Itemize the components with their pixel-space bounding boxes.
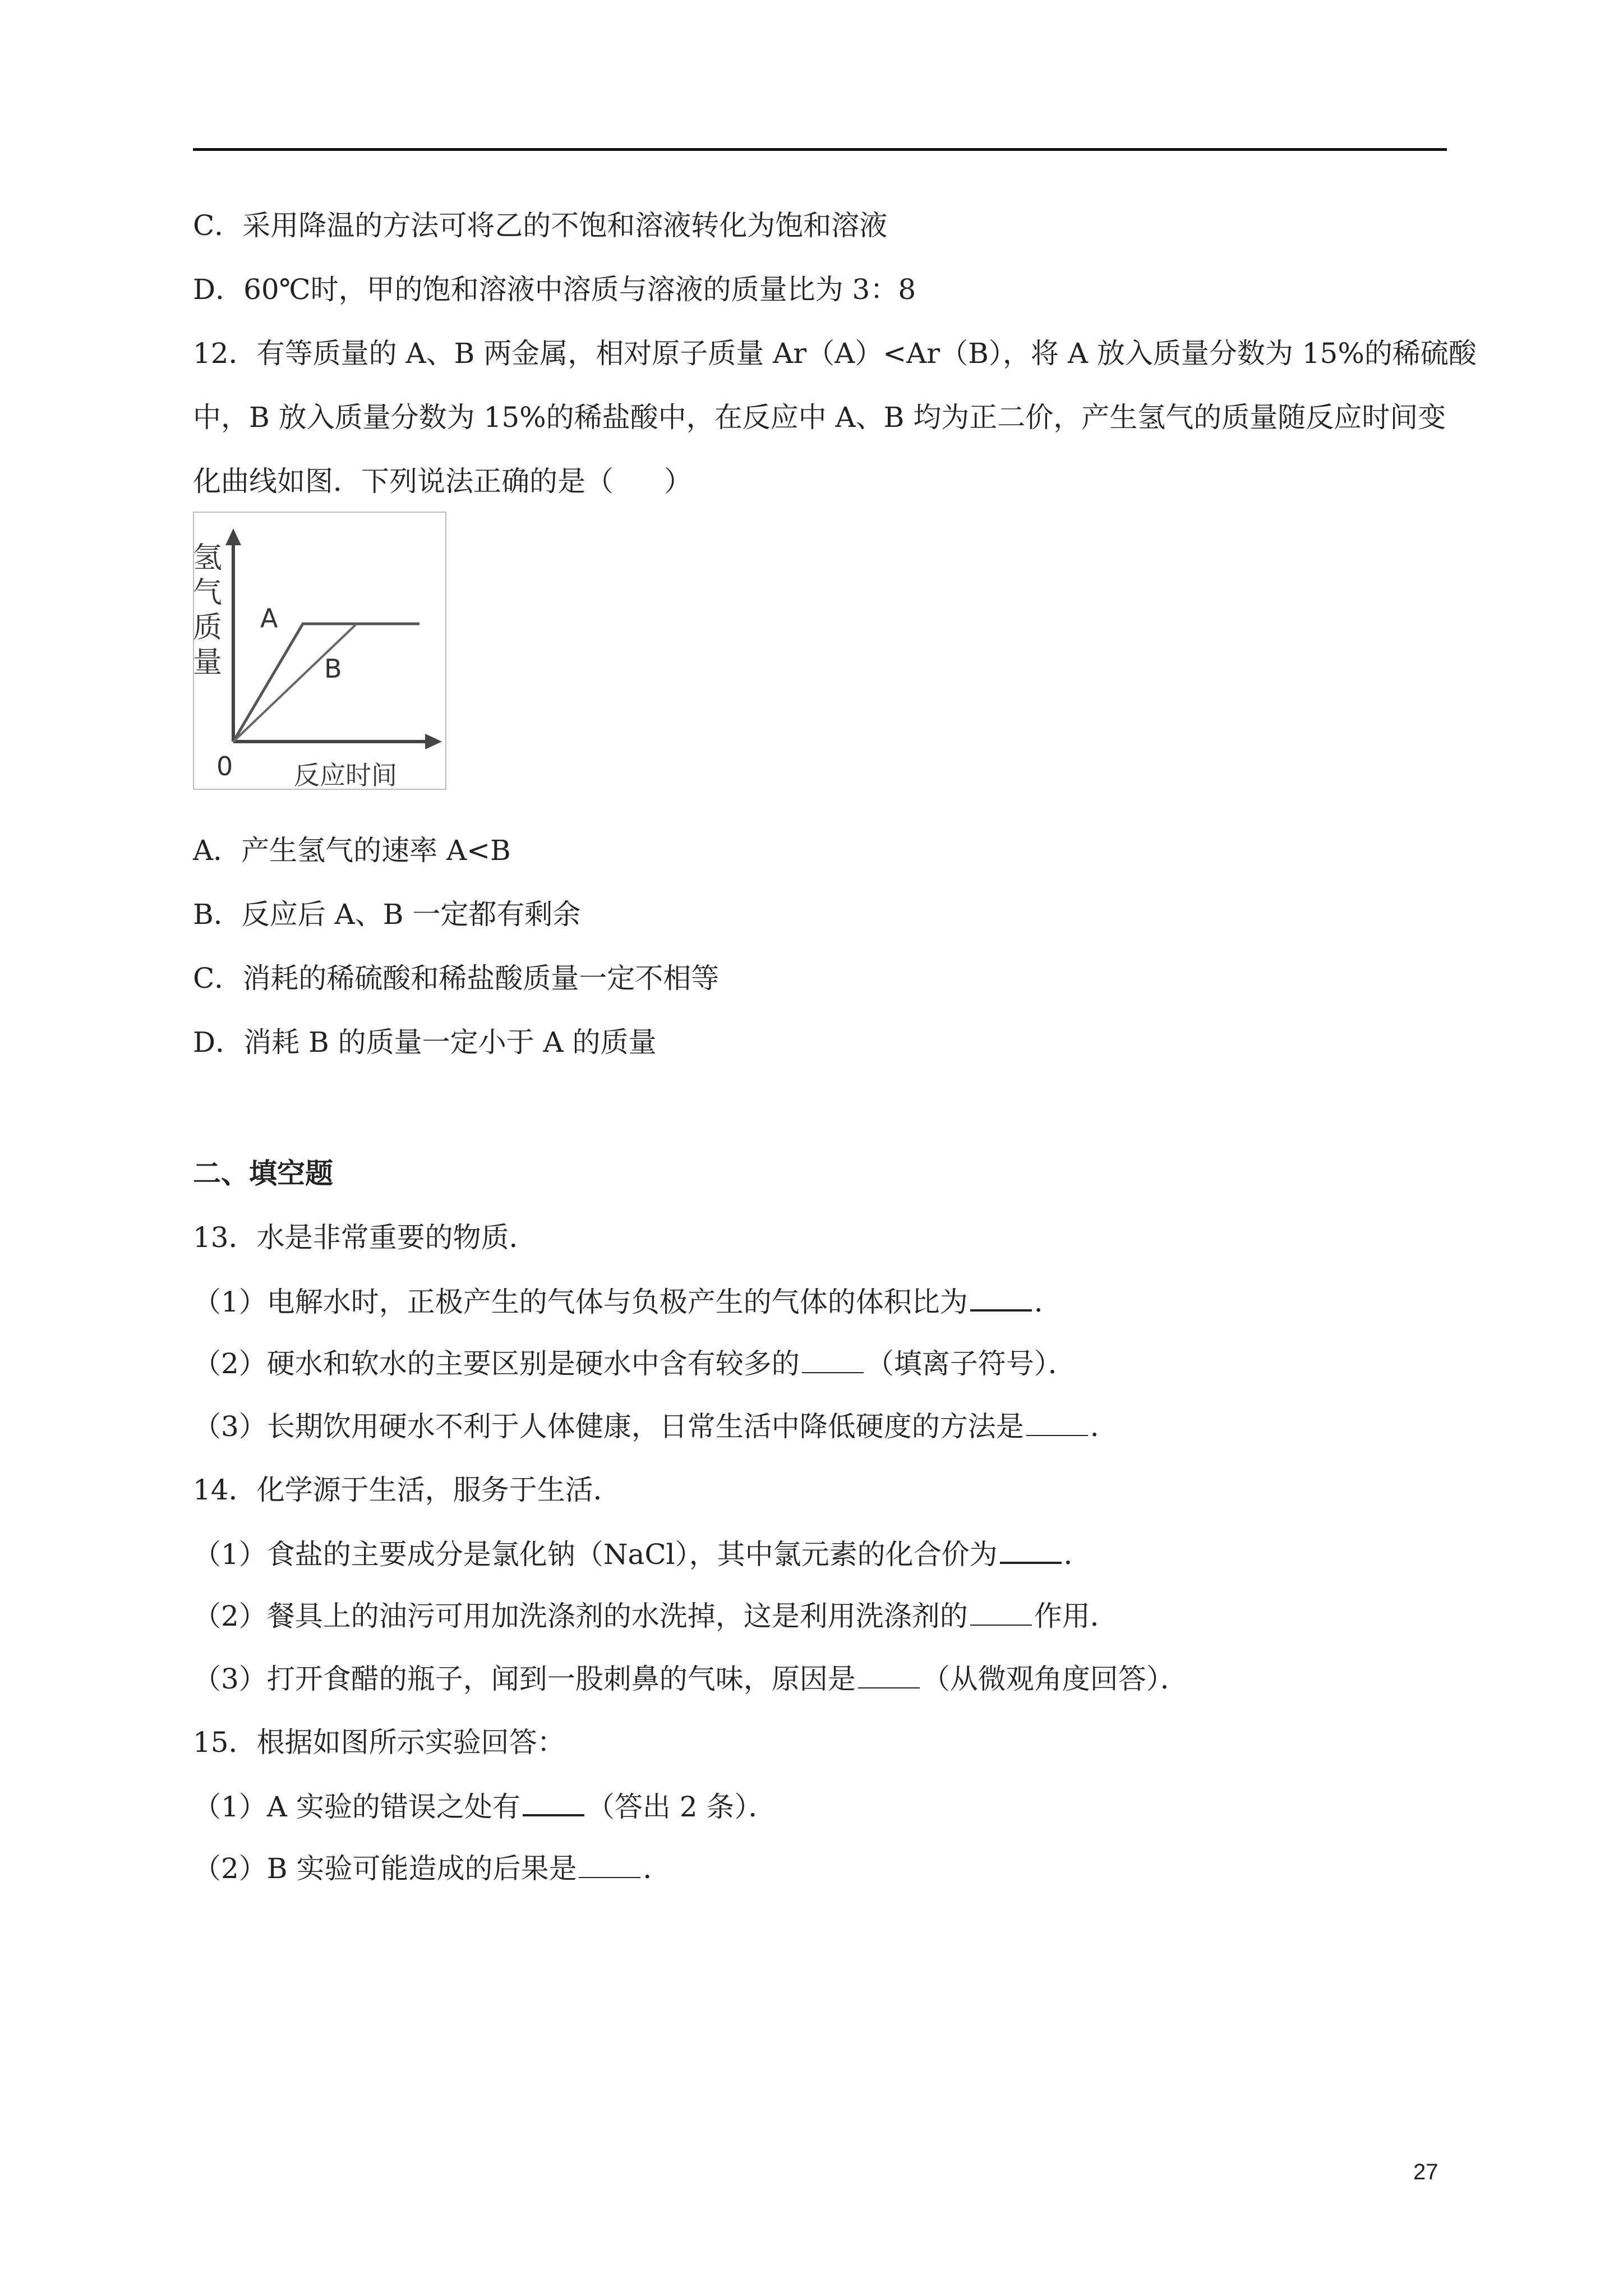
option-d: D．消耗 B 的质量一定小于 A 的质量 bbox=[193, 1026, 657, 1059]
question-14-3 bbox=[193, 1660, 1188, 1697]
question-12-line3 bbox=[193, 463, 692, 499]
page-number: 27 bbox=[1413, 2160, 1438, 2184]
option-c-prev: C．采用降温的方法可将乙的不饱和溶液转化为饱和溶液 bbox=[193, 209, 888, 242]
question-12-close: ） bbox=[664, 465, 692, 498]
option-b: B．反应后 A、B 一定都有剩余 bbox=[193, 898, 581, 931]
question-15-1-text: （1）A 实验的错误之处有 bbox=[193, 1791, 520, 1823]
answer-blank bbox=[1000, 1535, 1062, 1564]
hydrogen-mass-graph bbox=[193, 512, 446, 790]
answer-blank bbox=[579, 1850, 640, 1878]
question-14-3-end: （从微观角度回答）． bbox=[921, 1663, 1188, 1695]
y-axis-arrow bbox=[225, 528, 241, 545]
graph-frame bbox=[193, 512, 446, 789]
option-c: C．消耗的稀硫酸和稀盐酸质量一定不相等 bbox=[193, 962, 720, 995]
question-14-2 bbox=[193, 1598, 1118, 1634]
graph-svg bbox=[193, 512, 446, 790]
answer-blank bbox=[523, 1787, 584, 1816]
answer-blank bbox=[970, 1598, 1032, 1626]
question-13: 13．水是非常重要的物质． bbox=[193, 1221, 537, 1254]
answer-blank bbox=[970, 1282, 1032, 1312]
question-15-1-end: （答出 2 条）． bbox=[586, 1791, 777, 1823]
y-label-char-4: 量 bbox=[193, 646, 223, 679]
question-14-1 bbox=[193, 1535, 1092, 1572]
origin-label: 0 bbox=[216, 751, 233, 781]
question-15-1 bbox=[193, 1787, 776, 1825]
question-14-1-text: （1）食盐的主要成分是氯化钠（NaCl），其中氯元素的化合价为 bbox=[193, 1538, 998, 1571]
option-d-prev: D．60℃时，甲的饱和溶液中溶质与溶液的质量比为 3：8 bbox=[193, 273, 916, 306]
question-13-3 bbox=[193, 1408, 1118, 1444]
y-label-char-1: 氢 bbox=[193, 541, 223, 575]
question-14: 14．化学源于生活，服务于生活． bbox=[193, 1474, 621, 1506]
label-a: A bbox=[260, 603, 278, 633]
question-15-2 bbox=[193, 1850, 671, 1887]
header-rule bbox=[193, 148, 1447, 151]
x-axis-arrow bbox=[425, 734, 442, 749]
question-14-3-text: （3）打开食醋的瓶子，闻到一股刺鼻的气味，原因是 bbox=[193, 1663, 856, 1695]
question-12-line1: 12．有等质量的 A、B 两金属，相对原子质量 Ar（A）<Ar（B），将 A 放入质量分数为 15%的稀硫酸 bbox=[193, 337, 1477, 370]
answer-blank bbox=[858, 1660, 920, 1688]
question-12-line2: 中，B 放入质量分数为 15%的稀盐酸中，在反应中 A、B 均为正二价，产生氢气的质量随反应时间变 bbox=[193, 401, 1446, 434]
question-13-2-text: （2）硬水和软水的主要区别是硬水中含有较多的 bbox=[193, 1347, 800, 1380]
question-13-1-text: （1）电解水时，正极产生的气体与负极产生的气体的体积比为 bbox=[193, 1286, 968, 1318]
question-13-1-end: ． bbox=[1034, 1286, 1062, 1318]
x-label: 反应时间 bbox=[294, 760, 397, 790]
question-13-3-text: （3）长期饮用硬水不利于人体健康，日常生活中降低硬度的方法是 bbox=[193, 1410, 1024, 1443]
question-15-2-end: ． bbox=[643, 1852, 671, 1885]
question-13-2-end: （填离子符号）． bbox=[865, 1347, 1076, 1380]
label-b: B bbox=[324, 654, 342, 684]
question-13-3-end: ． bbox=[1090, 1410, 1118, 1443]
question-13-1 bbox=[193, 1282, 1062, 1320]
question-14-1-end: ． bbox=[1063, 1538, 1092, 1571]
y-label-char-3: 质 bbox=[193, 611, 223, 645]
question-15: 15．根据如图所示实验回答： bbox=[193, 1726, 565, 1759]
question-15-2-text: （2）B 实验可能造成的后果是 bbox=[193, 1852, 577, 1885]
answer-blank bbox=[1026, 1408, 1088, 1436]
question-14-2-end: 作用． bbox=[1034, 1600, 1118, 1632]
answer-blank bbox=[802, 1345, 864, 1373]
option-a: A．产生氢气的速率 A<B bbox=[193, 834, 511, 867]
question-14-2-text: （2）餐具上的油污可用加洗涤剂的水洗掉，这是利用洗涤剂的 bbox=[193, 1600, 968, 1632]
question-13-2 bbox=[193, 1345, 1076, 1382]
y-label-char-2: 气 bbox=[193, 576, 223, 610]
section-heading: 二、填空题 bbox=[193, 1157, 333, 1190]
question-12-text: 化曲线如图．下列说法正确的是（ bbox=[193, 465, 614, 498]
